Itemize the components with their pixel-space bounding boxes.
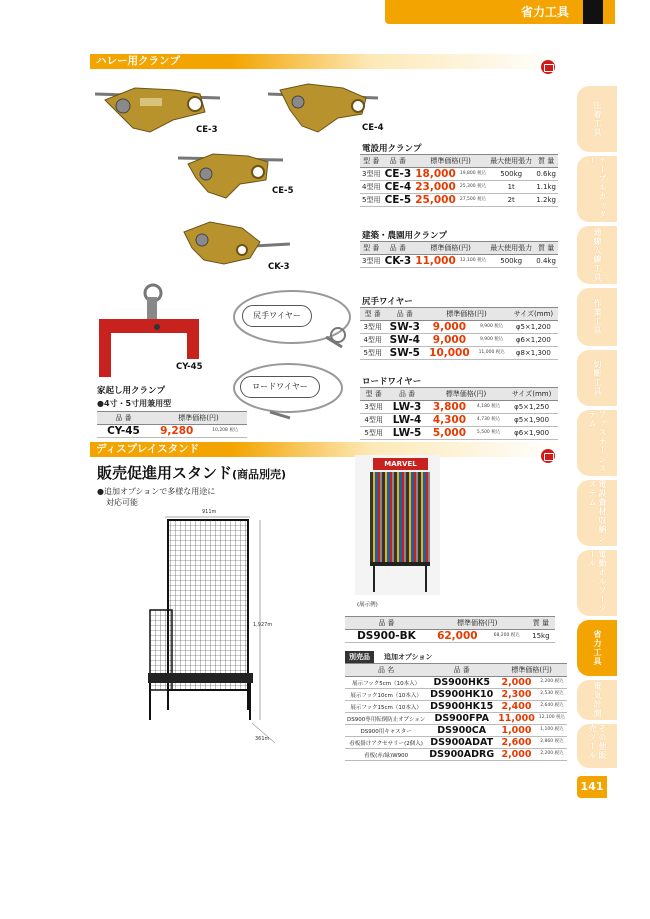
stand-title-suffix: (商品別売) — [232, 468, 287, 481]
cell-code: SW-4 — [385, 334, 424, 347]
col-header: 質 量 — [534, 155, 558, 168]
cell-code: DS900FPA — [427, 713, 496, 725]
cell-mass: 15kg — [527, 630, 555, 643]
callout-road: ロードワイヤー — [240, 376, 320, 398]
col-header: 品 番 — [383, 242, 414, 255]
cell-code: DS900ADRG — [429, 749, 495, 760]
col-header: 型 番 — [360, 242, 383, 255]
cell-tax: 12,100 税込 — [537, 713, 567, 725]
rack-shelf — [370, 562, 430, 566]
side-tab-storage[interactable]: 電設資材収納システム — [577, 480, 617, 546]
cell-code: DS900HK5 — [427, 677, 496, 689]
table-row — [360, 194, 558, 207]
cy45-note: ●4寸・5寸用兼用型 — [97, 399, 172, 408]
table-shirite — [360, 307, 558, 360]
col-header: 品 名 — [345, 664, 427, 677]
side-tab-work-tools[interactable]: 作業工具 — [577, 288, 617, 346]
col-header: 標準価格(円) — [424, 308, 508, 321]
cell-price: 2,600 — [496, 737, 537, 749]
col-header: 品 番 — [383, 155, 414, 168]
cell-code: SW-3 — [385, 321, 424, 334]
cell-name: DS900専用転倒防止オプション — [345, 713, 427, 725]
table-options — [345, 663, 567, 761]
cell-price: 1,000 — [496, 725, 537, 737]
product-label-ce4: CE-4 — [362, 123, 384, 133]
cell-code: LW-3 — [387, 401, 427, 414]
section-title-display: ディスプレイスタンド — [96, 443, 200, 455]
table-row — [345, 725, 567, 737]
cell-size: φ5×1,900 — [505, 414, 558, 427]
side-tab-measurement[interactable]: 電気計測 — [577, 680, 617, 720]
product-label-cy45: CY-45 — [176, 362, 203, 372]
table-row — [345, 701, 567, 713]
stand-title — [97, 462, 286, 483]
header-black-tab — [583, 0, 603, 24]
cell-spec: 1t — [488, 181, 534, 194]
table-road — [360, 387, 558, 440]
table-row — [345, 630, 555, 643]
cell-mass: 1.1kg — [534, 181, 558, 194]
cell-spec: 2t — [488, 194, 534, 207]
table-row — [360, 168, 558, 181]
side-tab-holesaw[interactable]: 電動ホルソーツール — [577, 550, 617, 616]
cell-tax: 2,530 税込 — [537, 689, 567, 701]
cell-price: 4,300 — [427, 414, 472, 427]
cell-tax: 68,200 税込 — [487, 630, 527, 643]
dim-height: 1,927m — [253, 622, 273, 628]
table-row — [360, 181, 558, 194]
cell-price: 2,000 — [496, 677, 537, 689]
cell-price: 23,000 — [413, 181, 458, 194]
cell-name: 展示フック15cm（10本入） — [345, 701, 427, 713]
cell-code: LW-4 — [387, 414, 427, 427]
cell-type: 5型用 — [360, 347, 385, 360]
cell-price: 5,000 — [427, 427, 472, 440]
side-tab-labor-saving[interactable]: 省力工具 — [577, 620, 617, 676]
table-title-kenchiku: 建築・農園用クランプ — [362, 231, 448, 241]
cell-name: 看板掛けアクセサリー(2個入) — [345, 737, 427, 749]
cell-size: φ8×1,300 — [509, 347, 558, 360]
col-header: 品 番 — [97, 412, 150, 425]
cell-name: 展示フック5cm（10本入） — [345, 677, 427, 689]
col-header: 品 番 — [345, 617, 428, 630]
col-header: 標準価格(円) — [496, 664, 567, 677]
tool-rack — [370, 472, 430, 562]
cell-tax: 4,730 税込 — [472, 414, 505, 427]
table-row — [97, 425, 247, 438]
dim-depth: 361m — [255, 736, 270, 742]
rack-leg — [425, 566, 427, 592]
stand-desc-2: 対応可能 — [106, 498, 138, 507]
cell-tax: 1,100 税込 — [537, 725, 567, 737]
cell-tax: 5,500 税込 — [472, 427, 505, 440]
col-header: 標準価格(円) — [427, 388, 505, 401]
mail-icon[interactable] — [541, 60, 555, 74]
cell-price: 62,000 — [428, 630, 487, 643]
col-header: 品 番 — [385, 308, 424, 321]
option-badge: 別売品 — [345, 651, 374, 663]
photo-caption: (展示例) — [357, 602, 378, 608]
cell-code: DS900HK15 — [427, 701, 496, 713]
section-title-clamp: ハレー用クランプ — [96, 55, 180, 67]
cell-tax: 9,900 税込 — [475, 334, 509, 347]
col-header: 最大使用張力 — [488, 242, 534, 255]
cell-code: DS900CA — [427, 725, 496, 737]
dim-width: 911m — [202, 509, 217, 515]
cell-price: 2,300 — [496, 689, 537, 701]
cell-tax: 10,208 税込 — [204, 425, 247, 438]
cell-code: DS900ADAT — [427, 737, 496, 749]
cell-price: 25,000 — [413, 194, 458, 207]
cell-price: 18,000 — [413, 168, 458, 181]
cell-code: SW-5 — [385, 347, 424, 360]
col-header: 質 量 — [527, 617, 555, 630]
rack-leg — [373, 566, 375, 592]
cell-tax: 12,100 税込 — [458, 255, 488, 268]
side-tab-other[interactable]: その他販売ツール — [577, 724, 617, 768]
table-row — [360, 427, 558, 440]
cell-price: 2,000 — [496, 749, 537, 761]
side-tab-cable-cutter[interactable]: ケーブルカッター — [577, 156, 617, 222]
col-header: 型 番 — [360, 155, 383, 168]
table-row — [345, 689, 567, 701]
product-label-ck3: CK-3 — [268, 262, 290, 272]
cell-code: DS900-BK — [345, 630, 428, 643]
cell-code: LW-5 — [387, 427, 427, 440]
col-header: 型 番 — [360, 308, 385, 321]
side-tab-cutting[interactable]: 切断工具 — [577, 350, 617, 406]
table-title-densetsu: 電設用クランプ — [362, 144, 422, 154]
cell-mass: 1.2kg — [534, 194, 558, 207]
cell-code: CE-5 — [383, 194, 414, 207]
side-tab-fastener[interactable]: ファスナーシステム — [577, 410, 617, 476]
cell-price: 10,000 — [424, 347, 474, 360]
header-bar — [385, 0, 615, 24]
cell-price: 11,000 — [498, 713, 535, 724]
table-densetsu — [360, 154, 558, 207]
cell-tax: 25,300 税込 — [458, 181, 488, 194]
cell-type: 5型用 — [360, 427, 387, 440]
table-row — [360, 347, 558, 360]
cell-name: DS900用キャスター — [345, 725, 427, 737]
col-header: 標準価格(円) — [428, 617, 527, 630]
cell-tax: 2,200 税込 — [537, 749, 567, 761]
col-header: 標準価格(円) — [413, 242, 488, 255]
table-row — [360, 414, 558, 427]
mail-icon[interactable] — [541, 449, 555, 463]
cell-tax: 4,180 税込 — [472, 401, 505, 414]
stand-desc-1: ●追加オプションで多様な用途に — [97, 487, 216, 496]
cell-tax: 2,200 税込 — [537, 677, 567, 689]
clamp-ce5-image — [178, 148, 283, 200]
table-row — [345, 713, 567, 725]
cell-size: φ6×1,900 — [505, 427, 558, 440]
col-header: 標準価格(円) — [150, 412, 247, 425]
callout-shirite: 尻手ワイヤー — [242, 305, 312, 327]
cell-type: 4型用 — [360, 334, 385, 347]
cell-tax: 27,500 税込 — [458, 194, 488, 207]
product-label-ce3: CE-3 — [196, 125, 218, 135]
cell-price: 11,000 — [413, 255, 458, 268]
col-header: 品 番 — [387, 388, 427, 401]
table-title-road: ロードワイヤー — [362, 377, 422, 387]
cell-code: CK-3 — [383, 255, 414, 268]
stand-title-main: 販売促進用スタンド — [97, 464, 233, 482]
category-title: 省力工具 — [520, 5, 569, 19]
cell-mass: 0.4kg — [534, 255, 558, 268]
cell-type: 4型用 — [360, 414, 387, 427]
cell-tax: 11,000 税込 — [475, 347, 509, 360]
col-header: サイズ(mm) — [509, 308, 558, 321]
col-header: 最大使用張力 — [488, 155, 534, 168]
col-header: 標準価格(円) — [413, 155, 488, 168]
col-header: 型 番 — [360, 388, 387, 401]
cell-mass: 0.6kg — [534, 168, 558, 181]
stand-photo — [355, 455, 440, 595]
col-header: 品 番 — [427, 664, 496, 677]
cell-spec: 500kg — [488, 255, 534, 268]
cell-tax: 19,800 税込 — [458, 168, 488, 181]
cell-tax: 2,640 税込 — [537, 701, 567, 713]
cell-type: 3型用 — [360, 401, 387, 414]
page-number: 141 — [577, 776, 607, 798]
col-header: サイズ(mm) — [505, 388, 558, 401]
table-row — [345, 677, 567, 689]
option-title: 追加オプション — [384, 653, 433, 661]
side-tab-crimp[interactable]: 圧着工具 — [577, 86, 617, 152]
cell-size: φ5×1,200 — [509, 321, 558, 334]
cell-tax: 2,860 税込 — [537, 737, 567, 749]
cell-type: 3型用 — [360, 321, 385, 334]
table-row — [360, 401, 558, 414]
cell-size: φ6×1,200 — [509, 334, 558, 347]
cell-type: 3型用 — [360, 255, 383, 268]
table-title-cy45: 家起し用クランプ — [97, 386, 166, 396]
cell-code: CE-3 — [383, 168, 414, 181]
cell-type: 5型用 — [360, 194, 383, 207]
cell-name: 展示フック10cm（10本入） — [345, 689, 427, 701]
brand-sign: MARVEL — [373, 458, 428, 470]
cell-spec: 500kg — [488, 168, 534, 181]
table-row — [345, 737, 567, 749]
cell-name: 看板(赤/緑)W900 — [345, 749, 427, 761]
cell-code: DS900HK10 — [427, 689, 496, 701]
table-cy45 — [97, 411, 247, 438]
table-row — [360, 334, 558, 347]
cell-price: 9,280 — [150, 425, 204, 438]
cell-price: 2,400 — [496, 701, 537, 713]
cell-price: 9,000 — [424, 321, 474, 334]
table-title-shirite: 尻手ワイヤー — [362, 297, 413, 307]
cell-size: φ5×1,250 — [505, 401, 558, 414]
table-stand — [345, 616, 555, 643]
cell-code: CE-4 — [383, 181, 414, 194]
cell-tax: 9,900 税込 — [475, 321, 509, 334]
cell-code: CY-45 — [97, 425, 150, 438]
cell-price: 9,000 — [424, 334, 474, 347]
table-row — [360, 255, 558, 268]
cell-type: 4型用 — [360, 181, 383, 194]
product-label-ce5: CE-5 — [272, 186, 294, 196]
table-row — [345, 749, 567, 761]
cell-price: 3,800 — [427, 401, 472, 414]
table-kenchiku — [360, 241, 558, 268]
col-header: 質 量 — [534, 242, 558, 255]
cell-type: 3型用 — [360, 168, 383, 181]
table-row — [360, 321, 558, 334]
side-tab-wire-pull[interactable]: 通線入線工具 — [577, 226, 617, 284]
